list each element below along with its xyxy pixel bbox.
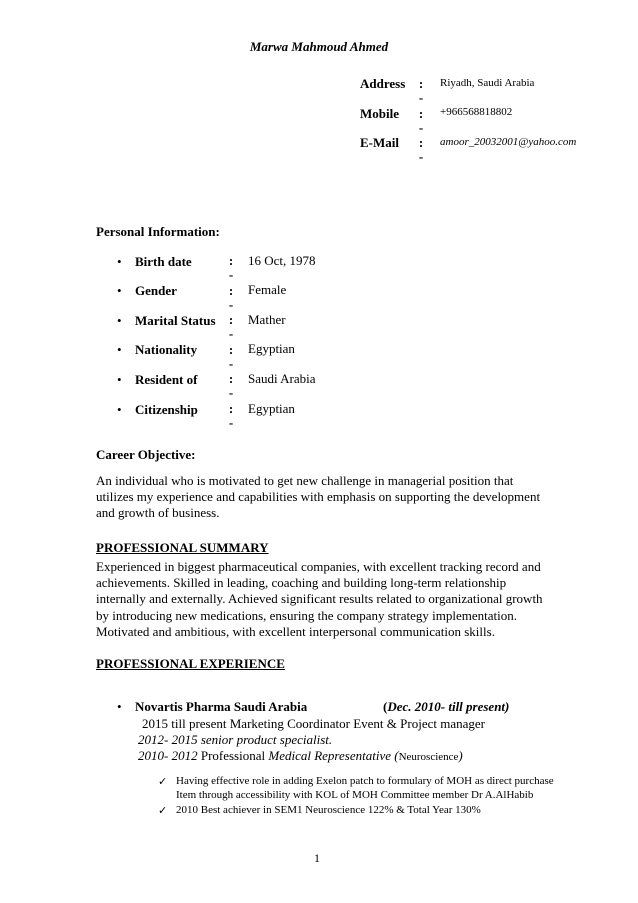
achievement-item-continued: Item through accessibility with KOL of MOH Committee member Dr A.AlHabib: [176, 789, 534, 801]
personal-label-nationality: Nationality: [135, 342, 198, 357]
contact-label-email: E-Mail: [360, 135, 399, 150]
personal-value-citizenship: Egyptian: [248, 401, 295, 416]
personal-label-gender: Gender: [135, 283, 177, 298]
check-icon: ✓: [158, 776, 168, 788]
professional-summary-text: Experienced in biggest pharmaceutical companies, with excellent tracking record and achievements. Skilled in leading, coaching and building long-term relationship internally and externally. Achieved significant results related to organizational growth by introducing new medications, ensuring the company strategy implementation. Motivated and ambitious, with excellent interpersonal communication skills.: [96, 559, 543, 639]
resume-name: Marwa Mahmoud Ahmed: [249, 39, 389, 54]
personal-colon: : -: [228, 371, 234, 400]
contact-value-address: Riyadh, Saudi Arabia: [440, 77, 535, 89]
contact-value-mobile: +966568818802: [440, 106, 513, 118]
bullet-icon: •: [117, 402, 122, 417]
professional-experience-heading: PROFESSIONAL EXPERIENCE: [96, 656, 285, 671]
contact-label-mobile: Mobile: [360, 106, 399, 121]
achievement-item: 2010 Best achiever in SEM1 Neuroscience 122% & Total Year 130%: [176, 804, 481, 816]
contact-colon: : -: [418, 106, 424, 135]
role-marketing-coordinator: 2015 till present Marketing Coordinator Event & Project manager: [142, 716, 485, 731]
bullet-icon: •: [117, 699, 122, 714]
career-objective-heading: Career Objective:: [96, 447, 196, 462]
company-name: Novartis Pharma Saudi Arabia: [135, 699, 308, 714]
personal-colon: : -: [228, 342, 234, 371]
personal-info-heading: Personal Information:: [96, 224, 220, 239]
bullet-icon: •: [117, 283, 122, 298]
personal-colon: : -: [228, 253, 234, 282]
personal-value-marital-status: Mather: [248, 312, 286, 327]
personal-value-gender: Female: [248, 282, 287, 297]
personal-value-birth-date: 16 Oct, 1978: [248, 253, 316, 268]
bullet-icon: •: [117, 254, 122, 269]
personal-label-marital-status: Marital Status: [135, 313, 216, 328]
bullet-icon: •: [117, 372, 122, 387]
personal-label-citizenship: Citizenship: [135, 402, 198, 417]
personal-label-resident-of: Resident of: [135, 372, 198, 387]
personal-value-nationality: Egyptian: [248, 341, 295, 356]
personal-colon: : -: [228, 283, 234, 312]
role-medical-representative: 2010- 2012 Professional Medical Representative (Neuroscience): [138, 748, 463, 763]
professional-summary-heading: PROFESSIONAL SUMMARY: [96, 540, 269, 555]
personal-value-resident-of: Saudi Arabia: [248, 371, 316, 386]
contact-colon: : -: [418, 135, 424, 164]
contact-colon: : -: [418, 76, 424, 105]
check-icon: ✓: [158, 805, 168, 817]
bullet-icon: •: [117, 342, 122, 357]
employment-period: (Dec. 2010- till present): [383, 699, 510, 714]
contact-value-email: amoor_20032001@yahoo.com: [440, 136, 577, 148]
page-number: 1: [314, 851, 320, 865]
personal-colon: : -: [228, 401, 234, 430]
achievement-item: Having effective role in adding Exelon patch to formulary of MOH as direct purchase: [176, 775, 554, 787]
career-objective-text: An individual who is motivated to get new challenge in managerial position that utilizes my experience and capabilities with emphasis on supporting the development and growth of business.: [96, 473, 541, 521]
contact-label-address: Address: [360, 76, 406, 91]
bullet-icon: •: [117, 313, 122, 328]
personal-colon: : -: [228, 312, 234, 341]
role-senior-product-specialist: 2012- 2015 senior product specialist.: [138, 732, 333, 747]
personal-label-birth-date: Birth date: [135, 254, 192, 269]
